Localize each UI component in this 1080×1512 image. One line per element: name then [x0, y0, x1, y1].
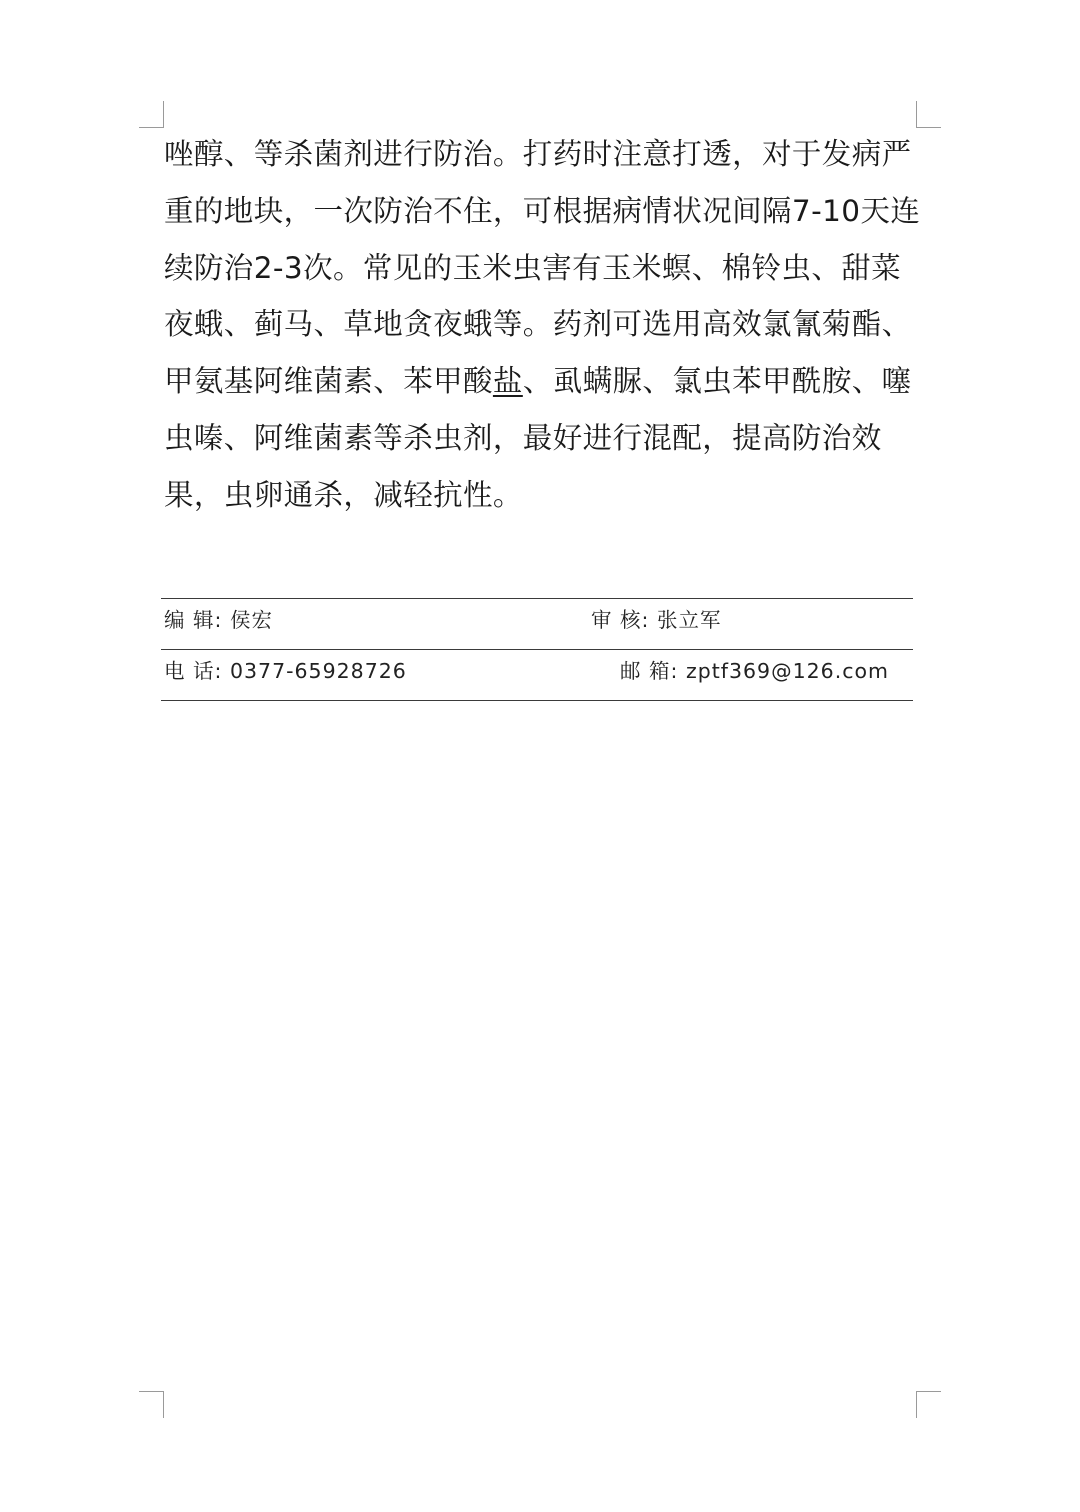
article-body [164, 126, 924, 524]
editor-field: 编 辑: 侯宏 [164, 608, 273, 632]
paragraph-line: 夜蛾、蓟马、草地贪夜蛾等。药剂可选用高效氯氰菊酯、 [164, 307, 912, 342]
crop-mark-top-right [916, 101, 941, 128]
paragraph-line: 唑醇、等杀菌剂进行防治。打药时注意打透，对于发病严 [164, 137, 912, 171]
underlined-text: 盐 [492, 364, 523, 399]
info-row [161, 599, 913, 649]
crop-mark-bottom-right [916, 1391, 941, 1418]
paragraph-line: 重的地块，一次防治不住，可根据病情状况间隔7-10天连 [164, 193, 921, 228]
paragraph-line: 果，虫卵通杀，减轻抗性。 [164, 477, 523, 512]
info-row [161, 650, 913, 700]
crop-mark-bottom-left [139, 1391, 164, 1418]
reviewer-field: 审 核: 张立军 [591, 608, 722, 632]
divider [161, 700, 913, 701]
paragraph-line [164, 353, 924, 410]
paragraph-line: 虫嗪、阿维菌素等杀虫剂，最好进行混配，提高防治效 [164, 420, 882, 455]
editorial-info-table [161, 598, 913, 701]
paragraph-line: 续防治2-3次。常见的玉米虫害有玉米螟、棉铃虫、甜菜 [164, 250, 902, 285]
crop-mark-top-left [139, 101, 164, 128]
text-run: 、虱螨脲、氯虫苯甲酰胺、噻 [522, 364, 912, 399]
email-field: 邮 箱: zptf369@126.com [620, 659, 890, 683]
text-run: 甲氨基阿维菌素、苯甲酸 [164, 364, 493, 399]
phone-field: 电 话: 0377-65928726 [164, 659, 407, 683]
